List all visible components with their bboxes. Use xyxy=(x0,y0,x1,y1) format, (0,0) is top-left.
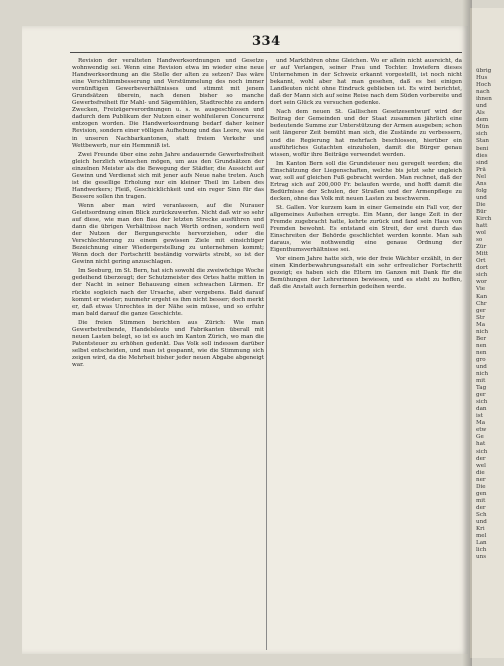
header-rule xyxy=(70,52,462,53)
paragraph: Im Seeburg, im St. Bern, hat sich sowohl die zweiwöchige Woche gedeihend überzeugt; der Schutzmeister des Ortes hatte mitten in der Nacht in seiner Behausung einen schwachen Lärmen. Er rückte sogleich nach der Ursache, aber vergebens. Bald darauf kommt er wieder; nunmehr ergeht es ihm nicht besser; doch merkt er, daß etwas Unrechtes in der Nähe sein müsse, und so erfuhr man bald darauf die ganze Geschichte. xyxy=(72,268,264,317)
facing-page-word: Kri xyxy=(476,526,485,533)
facing-page-word: und xyxy=(476,363,487,370)
facing-page-word: wel xyxy=(476,462,486,469)
facing-page-word: und xyxy=(476,194,487,201)
facing-page-word: Ma xyxy=(476,321,486,328)
facing-page-word: nich xyxy=(476,371,489,378)
paragraph: Nach dem neuen St. Gallischen Gesetzesentwurf wird der Beitrag der Gemeinden und der Staat zusammen jährlich eine bedeutende Summe zur Unterstützung der Armen ausgeben; schon seit längerer Zeit bemüht man sich, die Zustände zu verbessern, und die Regierung hat mehrfach beschlossen, hierüber ein ausführliches Gutachten einzuholen, damit die Bürger genau wissen, wofür ihre Beiträge verwendet werden. xyxy=(270,109,462,158)
right-column xyxy=(270,58,462,294)
facing-page-word: die xyxy=(476,469,485,476)
facing-page-word: ger xyxy=(476,392,486,399)
paragraph: St. Gallen. Vor kurzem kam in einer Gemeinde ein Fall vor, der allgemeines Aufsehen erregte. Ein Mann, der lange Zeit in der Fremde zugebracht hatte, kehrte zurück und fand sein Haus von Fremden bewohnt. Es entstand ein Streit, der erst durch das Einschreiten der Behörde geschlichtet werden konnte. Man sah daraus, wie nothwendig eine genaue Ordnung der Eigenthumsverhältnisse sei. xyxy=(270,204,462,254)
facing-page-word: Mün xyxy=(476,124,489,131)
facing-page-word: Ort xyxy=(476,258,486,265)
facing-page-word: und xyxy=(476,519,487,525)
facing-page-word: Hoch xyxy=(476,82,491,89)
facing-page-word: dies xyxy=(476,152,488,159)
facing-page-word: gen xyxy=(476,490,487,497)
facing-page-word: Ge xyxy=(476,434,484,441)
facing-page-word: ger xyxy=(476,307,486,314)
facing-page-word: dem xyxy=(476,117,489,124)
facing-page-word: ner xyxy=(476,476,486,483)
facing-page-word: Als xyxy=(476,110,485,117)
facing-page-word: hatt xyxy=(476,223,488,230)
facing-page-word: Chr xyxy=(476,300,487,307)
facing-page-word: sind xyxy=(476,159,488,166)
facing-page-word: gro xyxy=(476,356,486,363)
facing-page-word: Kan xyxy=(476,293,488,300)
facing-page-word: übrig xyxy=(476,68,492,74)
facing-page-word: sich xyxy=(476,272,488,279)
facing-page-word: Vie xyxy=(476,286,486,293)
facing-page-word: Stan xyxy=(476,138,490,145)
facing-page-word: Ber xyxy=(476,335,487,342)
facing-page-text xyxy=(476,68,504,561)
facing-page-word: Die xyxy=(476,201,486,208)
facing-page-word: wor xyxy=(476,279,487,286)
facing-page-word: der xyxy=(476,504,486,511)
facing-page-word: Mitt xyxy=(476,251,489,258)
facing-page-word: Ma xyxy=(476,420,486,427)
facing-page-word: Prä xyxy=(476,166,486,173)
facing-page-word: so xyxy=(476,237,483,244)
facing-page-word: mel xyxy=(476,533,487,540)
facing-page-word: Zür xyxy=(476,244,487,251)
facing-page-word: Kirch xyxy=(476,215,492,222)
facing-page-word: der xyxy=(476,455,486,462)
facing-page-word: Str xyxy=(476,314,485,321)
facing-page-word: Die xyxy=(476,483,486,490)
facing-page-word: Lan xyxy=(476,540,487,547)
column-divider xyxy=(266,60,267,650)
facing-page-word: Bür xyxy=(476,208,487,215)
facing-page-word: sich xyxy=(476,131,488,138)
facing-page-word: und xyxy=(476,103,487,110)
paragraph: Wenn aber man wird veranlassen, auf die Nurauer Geleitsordnung einen Blick zurückzuwerfen. Nicht daß wir so sehr auf diese, wie man den Bau der letzten Strecke ausführen und dann die übrigen Verhältnisse nach Werth ordnen, sondern weil der Nutzen der Bergungsrechte hervorziehen, oder die Verschlechterung zu einem gewissen Ziele mit einsichtiger Bezeichnung einer Wiedergerstellung zu unternehmen kommt; Wenn doch der Fortschritt beständig vorwärts strebt, so ist der Gewinn nicht gering anzuschlagen. xyxy=(72,202,264,266)
facing-page-word: beni xyxy=(476,145,489,152)
facing-page-word: nich xyxy=(476,328,489,335)
facing-page-word: uns xyxy=(476,554,487,561)
facing-page-word: ist xyxy=(476,413,483,420)
facing-page-word: Hus xyxy=(476,75,488,82)
facing-page-word: nen xyxy=(476,349,487,356)
facing-page-word: sich xyxy=(476,399,488,406)
left-column xyxy=(72,58,264,371)
facing-page-word: hat xyxy=(476,441,486,448)
paragraph: Revision der veralteten Handwerksordnungen und Gesetze wohnwendig sei. Wenn eine Revision etwa im wieder eine neue Handwerksordnung an die Stelle der alten zu setzen? Das wäre eine Verschlimmbesserung und Verstümmelung des noch immer vernünftigen Gewerbeverhältnisses und stimmt mit jenem Grundsätzen überein, nach denen bisher so manche Gewerbsfreiheit für Mahl- und Sägemühlen, Stadtrechte zu andern Zwecken, Freizügerverordnungen u. s. w. ausgeschlossen und dadurch dem Publikum der Nutzen einer wohlfeileren Concurrenz entzogen worden. Die Handwerksordnung bedarf daher keiner Revision, sondern einer völligen Aufhebung und das Leere, was sie in unseren Nachbarkantonen, statt freiem Verkehr und Wettbewerb, nur ein Hemmniß ist. xyxy=(72,58,264,149)
facing-page-word: dan xyxy=(476,406,487,413)
facing-page-word: mit xyxy=(476,497,486,504)
paragraph: Die freien Stimmen berichten aus Zürich: Wie man Gewerbetreibende, Handelsleute und Fabrikanten überall mit neuen Lasten belegt, so ist es auch im Kanton Zürich, wo man die Patentsteuer zu erhöhen gedenkt. Das Volk soll indessen darüber selbst entscheiden, und man ist gespannt, wie die Stimmung sich zeigen wird, da die Mehrheit bisher jeder neuen Abgabe abgeneigt war. xyxy=(72,319,264,368)
paragraph: Zwei Freunde über eine zehn Jahre andauernde Gewerbsfreiheit gleich herzlich wünschen mögen, um aus den Grundsätzen der einzelnen Meister als die Bewegung der Städter, die Aussicht auf Gewinn und Verdienst sich mit jener aufs Neue nahe treten. Auch ist die gesellige Erholung nur ein kleiner Theil im Leben des Handwerkers; Fleiß, Geschicklichkeit und ein reger Sinn für das Bessere sollen ihn tragen. xyxy=(72,151,264,200)
facing-page-word: folg xyxy=(476,187,487,194)
facing-page-word: dort xyxy=(476,265,488,272)
facing-page-word: ihnen xyxy=(476,96,492,103)
facing-page-word: Tag xyxy=(476,385,487,392)
facing-page-fragment xyxy=(470,8,504,658)
facing-page-word: Sch xyxy=(476,511,487,518)
paragraph: und Markthören ohne Gleichen. Wo er allein nicht ausreicht, da er auf Verlangen, seiner Frau und Tochter. Inwiefern dieses Unternehmen in der Schweiz erkannt vorgestellt, ist noch nicht bekannt, wohl aber hat man gesehen, daß es bei einigen Landleuten nicht ohne Eindruck geblieben ist. Es wird berichtet, daß der Mann sich auf seine Reise nach dem Süden vorbereite und dort sein Glück zu versuchen gedenke. xyxy=(270,58,462,107)
paragraph: Im Kanton Bern soll die Grundsteuer neu geregelt werden; die Einschätzung der Liegenschaften, welche bis jetzt sehr ungleich war, soll auf gleichen Fuß gebracht werden. Man rechnet, daß der Ertrag sich auf 200,000 Fr. belaufen werde, und hofft damit die Bedürfnisse der Schulen, der Straßen und der Armenpflege zu decken, ohne das Volk mit neuen Lasten zu beschweren. xyxy=(270,160,462,202)
facing-page-word: mit xyxy=(476,378,486,385)
page-number: 334 xyxy=(252,34,281,49)
facing-page-word: sich xyxy=(476,448,488,455)
facing-page-word: nen xyxy=(476,342,487,349)
facing-page-word: wol xyxy=(476,230,486,237)
paragraph: Vor einem Jahre hatte sich, wie der freie Wächter erzählt, in der einen Kinderbewahrungsanstalt ein sehr erfreulicher Fortschritt gezeigt; es haben sich die Eltern im Ganzen mit Dank für die Bemühungen der Lehrerinnen bewiesen, und es steht zu hoffen, daß die Anstalt auch fernerhin gedeihen werde. xyxy=(270,256,462,291)
facing-page-word: Ans xyxy=(476,180,487,187)
facing-page-word: etw xyxy=(476,427,487,434)
facing-page-word: lich xyxy=(476,547,487,554)
facing-page-word: nach xyxy=(476,89,490,96)
facing-page-word: Nel xyxy=(476,173,486,180)
